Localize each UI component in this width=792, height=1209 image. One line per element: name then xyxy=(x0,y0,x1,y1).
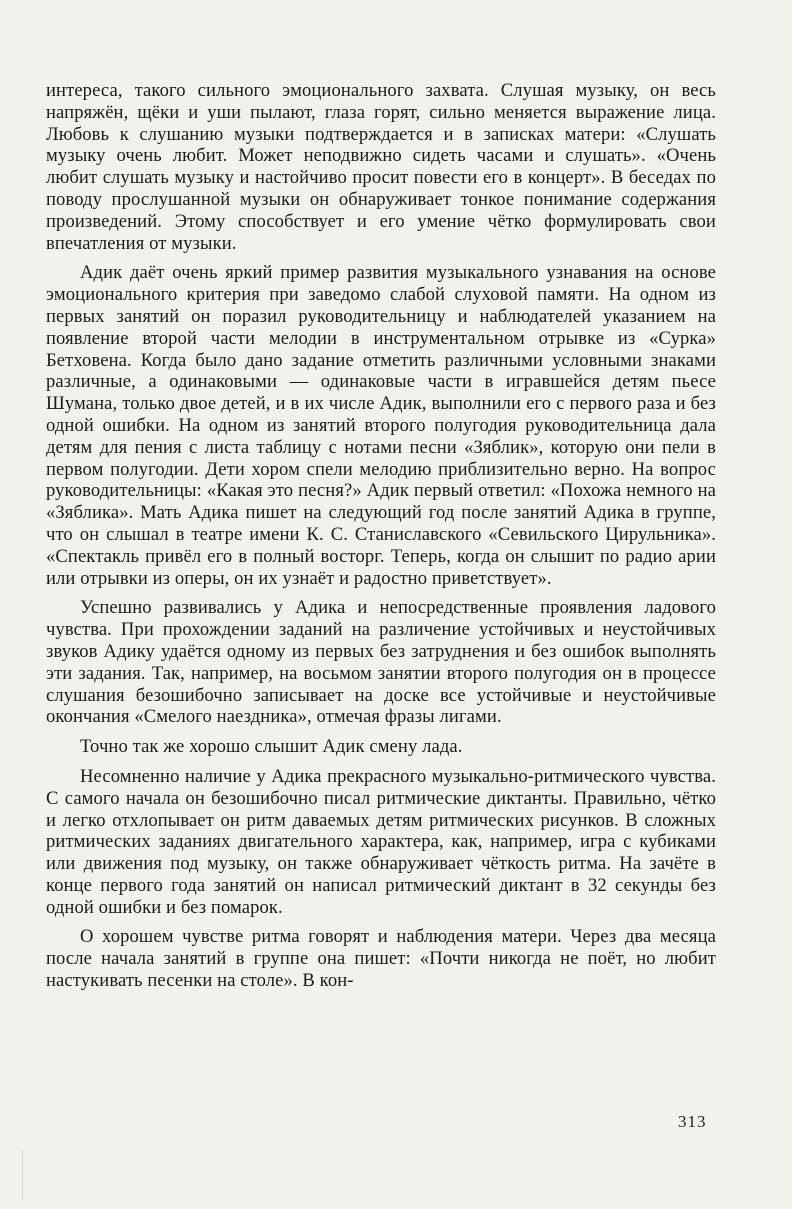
paragraph-2: Адик даёт очень яркий пример развития музыкального узнавания на основе эмоционального критерия при заведомо слабой слуховой памяти. На одном из первых занятий он поразил руководительницу и наблюдателей указанием на появление второй части мелодии в инструментальном отрывке из «Сурка» Бетховена. Когда было дано задание отметить различными условными знаками различные, а одинаковыми — одинаковые части в игравшейся детям пьесе Шумана, только двое детей, и в их числе Адик, выполнили его с первого раза и без одной ошибки. На одном из занятий второго полугодия руководительница дала детям для пения с листа таблицу с нотами песни «Зяблик», которую они пели в первом полугодии. Дети хором спели мелодию приблизительно верно. На вопрос руководительницы: «Какая это песня?» Адик первый ответил: «Похожа немного на «Зяблика». Мать Адика пишет на следующий год после занятий Адика в группе, что он слышал в театре имени К. С. Станиславского «Севильского Цирульника». «Спектакль привёл его в полный восторг. Теперь, когда он слышит по радио арии или отрывки из оперы, он их узнаёт и радостно приветствует». xyxy=(46,262,716,589)
scan-edge-mark xyxy=(22,1150,23,1200)
paragraph-5: Несомненно наличие у Адика прекрасного музыкально-ритмического чувства. С самого начала он безошибочно писал ритмические диктанты. Правильно, чётко и легко отхлопывает он ритм даваемых детям ритмических рисунков. В сложных ритмических заданиях двигательного характера, как, например, игра с кубиками или движения под музыку, он также обнаруживает чёткость ритма. На зачёте в конце первого года занятий он написал ритмический диктант в 32 секунды без одной ошибки и без помарок. xyxy=(46,765,716,918)
page-number: 313 xyxy=(678,1112,707,1131)
paragraph-4: Точно так же хорошо слышит Адик смену лада. xyxy=(80,736,463,758)
paragraph-1: интереса, такого сильного эмоционального захвата. Слушая музыку, он весь напряжён, щёки и уши пылают, глаза горят, сильно меняется выражение лица. Любовь к слушанию музыки подтверждается и в записках матери: «Слушать музыку очень любит. Может неподвижно сидеть часами и слушать». «Очень любит слушать музыку и настойчиво просит повести его в концерт». В беседах по поводу прослушанной музыки он обнаруживает тонкое понимание содержания произведений. Этому способствует и его умение чётко формулировать свои впечатления от музыки. xyxy=(46,80,716,254)
body-text xyxy=(46,80,716,1000)
paragraph-3: Успешно развивались у Адика и непосредственные проявления ладового чувства. При прохождении заданий на различение устойчивых и неустойчивых звуков Адику удаётся одному из первых без затруднения и без ошибок выполнять эти задания. Так, например, на восьмом занятии второго полугодия он в процессе слушания безошибочно записывает на доске все устойчивые и неустойчивые окончания «Смелого наездника», отмечая фразы лигами. xyxy=(46,597,716,728)
paragraph-6: О хорошем чувстве ритма говорят и наблюдения матери. Через два месяца после начала занятий в группе она пишет: «Почти никогда не поёт, но любит настукивать песенки на столе». В кон- xyxy=(46,926,716,992)
